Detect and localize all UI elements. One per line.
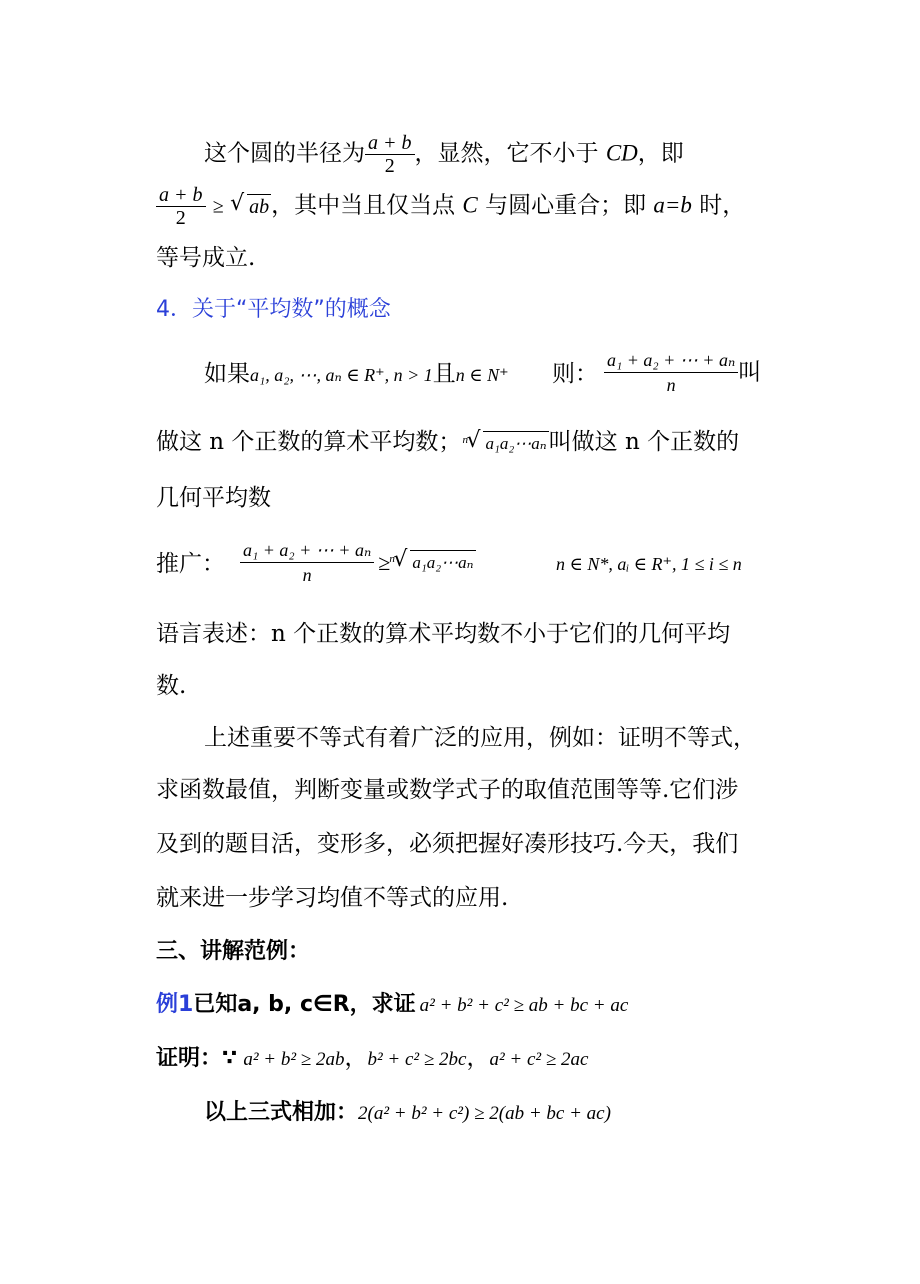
fraction-a-plus-b-over-2	[156, 184, 206, 229]
root-index: n	[389, 553, 395, 565]
example-inequality: a² + b² + c² ≥ ab + bc + ac	[419, 995, 629, 1016]
proof-inequality-1: a² + b² ≥ 2ab	[243, 1049, 345, 1070]
radicand: a₁a₂⋯aₙ	[485, 434, 547, 453]
radical-sign: √	[393, 547, 408, 572]
proof-label: 证明：∵	[156, 1046, 238, 1071]
section-heading-examples: 三、讲解范例：	[156, 939, 311, 964]
math-sequence: a₁, a₂, ⋯, aₙ ∈ R⁺, n > 1	[250, 365, 433, 385]
radical-sign: √	[466, 428, 481, 453]
text-segment: 叫	[738, 359, 762, 386]
radicand: ab	[249, 195, 270, 218]
text-segment: ，显然，它不小于	[414, 140, 606, 167]
example-text: 已知a, b, c∈R，求证	[193, 992, 416, 1017]
ge-symbol: ≥	[378, 549, 391, 575]
text-segment: 时，	[691, 192, 746, 219]
sqrt-ab	[230, 190, 271, 219]
text-line-arith-geo	[156, 428, 739, 456]
root-index: n	[462, 434, 468, 446]
fraction	[240, 538, 374, 587]
text-line-inequality	[156, 184, 745, 229]
nth-root	[462, 428, 548, 456]
fraction-arithmetic-mean	[604, 348, 761, 397]
proof-inequality-3: a² + c² ≥ 2ac	[489, 1049, 589, 1070]
fraction-denominator: 2	[384, 155, 395, 177]
fraction	[604, 348, 738, 397]
text-line: 就来进一步学习均值不等式的应用.	[156, 885, 509, 911]
text-segment: 如果	[204, 361, 250, 387]
fraction-denominator: 2	[175, 207, 186, 229]
fraction-numerator: a₁ + a₂ + ⋯ + aₙ	[243, 540, 372, 560]
radical-sign: √	[230, 190, 245, 216]
example-1-statement	[156, 990, 628, 1020]
text-line: 数.	[156, 673, 187, 699]
separator: ，	[466, 1045, 490, 1071]
math-cd: CD	[605, 140, 638, 166]
text-line-definition	[204, 360, 509, 389]
section-heading-average: 4．关于“平均数”的概念	[156, 297, 391, 322]
text-segment: 推广：	[156, 551, 225, 577]
ge-symbol: ≥	[212, 195, 224, 218]
text-segment: ，其中当且仅当点	[271, 192, 463, 219]
fraction-denominator: n	[666, 375, 676, 395]
text-line-radius	[204, 132, 684, 177]
text-line: 及到的题目活，变形多，必须把握好凑形技巧.今天，我们	[156, 831, 739, 857]
fraction-a-plus-b-over-2	[365, 132, 415, 177]
text-line-definition-right	[552, 360, 598, 388]
text-segment: 叫做这 n 个正数的	[548, 429, 740, 455]
separator: ，	[344, 1045, 368, 1071]
example-label: 例1	[156, 992, 194, 1017]
math-n-in-n: n ∈ N⁺	[455, 365, 509, 385]
fraction-numerator: a₁ + a₂ + ⋯ + aₙ	[607, 350, 736, 370]
text-segment: 这个圆的半径为	[204, 140, 365, 167]
proof-line	[156, 1044, 589, 1074]
text-segment: 且	[432, 361, 456, 387]
sum-inequality: 2(a² + b² + c²) ≥ 2(ab + bc + ac)	[358, 1103, 611, 1124]
text-line: 等号成立.	[156, 245, 256, 271]
radicand: a₁a₂⋯aₙ	[412, 553, 474, 572]
math-a-eq-b: a=b	[653, 192, 692, 218]
text-line-generalization-label	[156, 550, 225, 578]
text-line: 语言表述：n 个正数的算术平均数不小于它们的几何平均	[156, 621, 731, 647]
fraction-numerator: a + b	[159, 184, 203, 206]
nth-root	[389, 547, 475, 575]
text-segment: 与圆心重合；即	[477, 192, 654, 219]
math-c: C	[462, 192, 478, 218]
text-line: 求函数最值，判断变量或数学式子的取值范围等等.它们涉	[156, 777, 739, 803]
sum-line	[204, 1098, 611, 1128]
text-line: 几何平均数	[156, 485, 271, 511]
text-line: 上述重要不等式有着广泛的应用，例如：证明不等式，	[204, 725, 756, 751]
generalization-formula	[240, 538, 476, 587]
sum-label: 以上三式相加：	[204, 1100, 359, 1125]
text-segment: ，即	[637, 140, 684, 167]
fraction-numerator: a + b	[368, 132, 412, 154]
text-segment: 则：	[552, 361, 598, 387]
condition-formula: n ∈ N*, aᵢ ∈ R⁺, 1 ≤ i ≤ n	[556, 554, 742, 574]
proof-inequality-2: b² + c² ≥ 2bc	[367, 1049, 467, 1070]
fraction-denominator: n	[302, 565, 312, 585]
text-segment: 做这 n 个正数的算术平均数；	[156, 429, 462, 455]
